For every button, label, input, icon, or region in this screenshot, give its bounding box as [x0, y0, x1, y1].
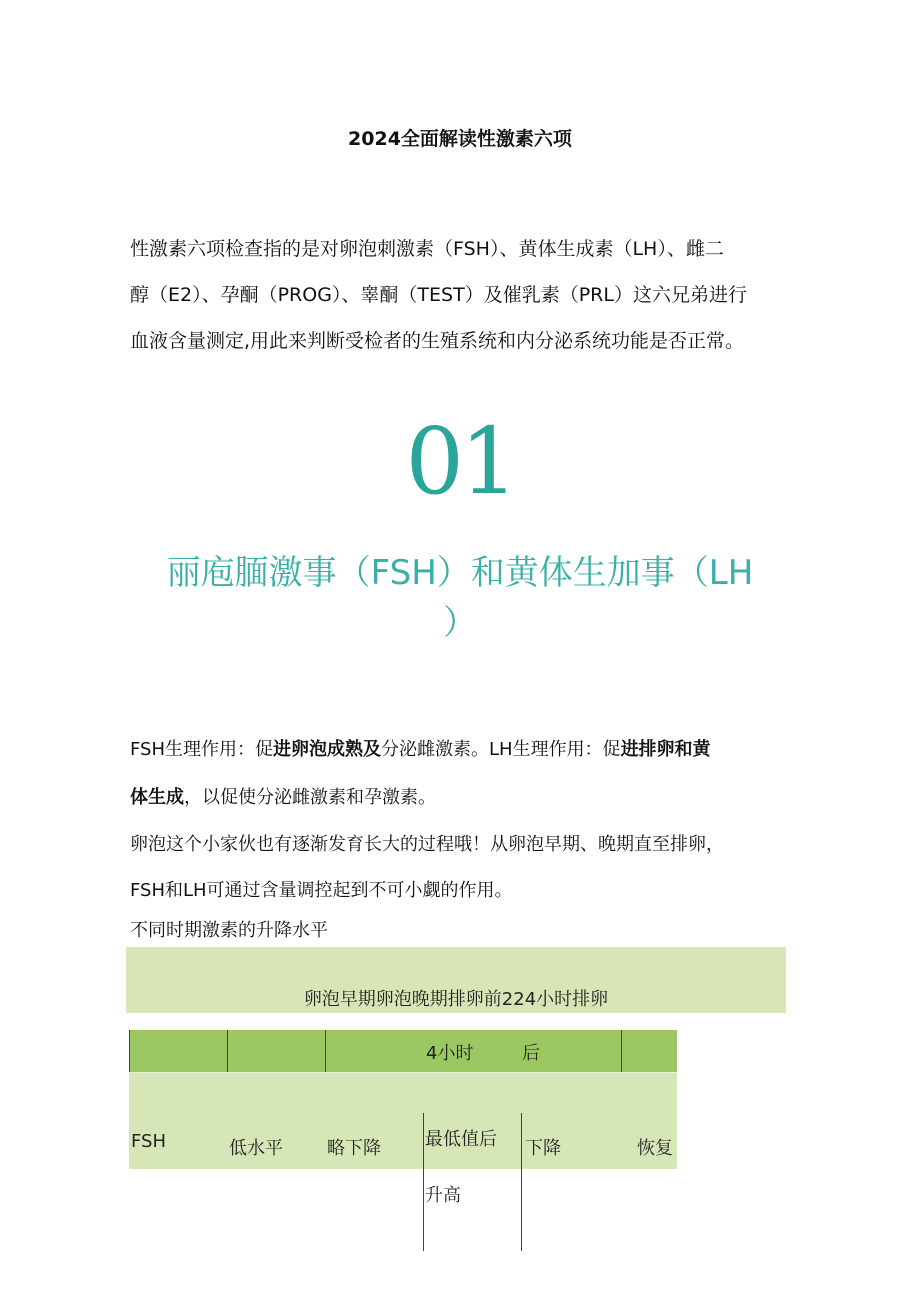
paragraph-line [130, 774, 790, 822]
hormone-level-table [129, 1030, 677, 1206]
text-run: FSH生理作用：促 [130, 739, 273, 760]
table-cell [621, 1073, 677, 1169]
table-header-cell [621, 1030, 678, 1072]
bold-text-run: 进排卵和黄 [620, 739, 711, 760]
table-caption: 不同时期激素的升降水平 [130, 920, 328, 941]
text-run: ，以促使分泌雌激素和孕激素。 [184, 787, 436, 808]
document-title: 2024全面解读性激素六项 [348, 128, 572, 150]
table-cell [521, 1073, 621, 1169]
table-cell-text: 恢复 [637, 1138, 673, 1159]
hormone-label: FSH [131, 1131, 166, 1152]
table-divider [423, 1113, 424, 1251]
table-cell [325, 1073, 423, 1169]
section-heading-line: 丽庖腼激事（FSH）和黄体生加事（LH [166, 553, 754, 593]
table-header-cell [325, 1030, 622, 1072]
text-run: 分泌雌激素。LH生理作用：促 [381, 739, 621, 760]
table-cell-text: 低水平 [229, 1138, 283, 1159]
table-divider [521, 1113, 522, 1251]
table-cell [227, 1073, 325, 1169]
follicle-paragraph [130, 822, 790, 914]
intro-line: 血液含量测定,用此来判断受检者的生殖系统和内分泌系统功能是否正常。 [130, 330, 745, 352]
table-header-cell [227, 1030, 326, 1072]
table-header-row [129, 1030, 677, 1073]
table-row [129, 1073, 677, 1206]
fsh-lh-function-paragraph [130, 726, 790, 822]
table-header-band-text: 卵泡早期卵泡晚期排卵前224小时排卵 [303, 989, 609, 1010]
table-cell-text: 下降 [525, 1138, 561, 1159]
paragraph-line: FSH和LH可通过含量调控起到不可小觑的作用。 [130, 880, 513, 901]
table-cell-text: 最低值后 [425, 1129, 497, 1150]
section-heading [130, 548, 790, 648]
table-header-band [126, 947, 786, 1013]
table-header-cell [129, 1030, 228, 1072]
section-heading-line: ） [443, 603, 477, 643]
intro-paragraph [130, 226, 790, 364]
intro-line: 醇（E2）、孕酮（PROG）、睾酮（TEST）及催乳素（PRL）这六兄弟进行 [130, 284, 747, 306]
bold-text-run: 进卵泡成熟及 [273, 739, 381, 760]
table-header-text: 4小时 [426, 1043, 474, 1064]
table-header-text: 后 [522, 1043, 540, 1064]
paragraph-line: 卵泡这个小家伙也有逐渐发育长大的过程哦！从卵泡早期、晚期直至排卵， [130, 834, 724, 855]
table-cell [129, 1073, 227, 1169]
table-cell [423, 1073, 521, 1206]
table-cell-text: 升高 [425, 1185, 461, 1206]
intro-line: 性激素六项检查指的是对卵泡刺激素（FSH）、黄体生成素（LH）、雌二 [130, 238, 724, 260]
table-cell-text: 略下降 [327, 1138, 381, 1159]
section-number: 01 [405, 408, 515, 515]
bold-text-run: 体生成 [130, 787, 184, 808]
paragraph-line [130, 726, 790, 774]
